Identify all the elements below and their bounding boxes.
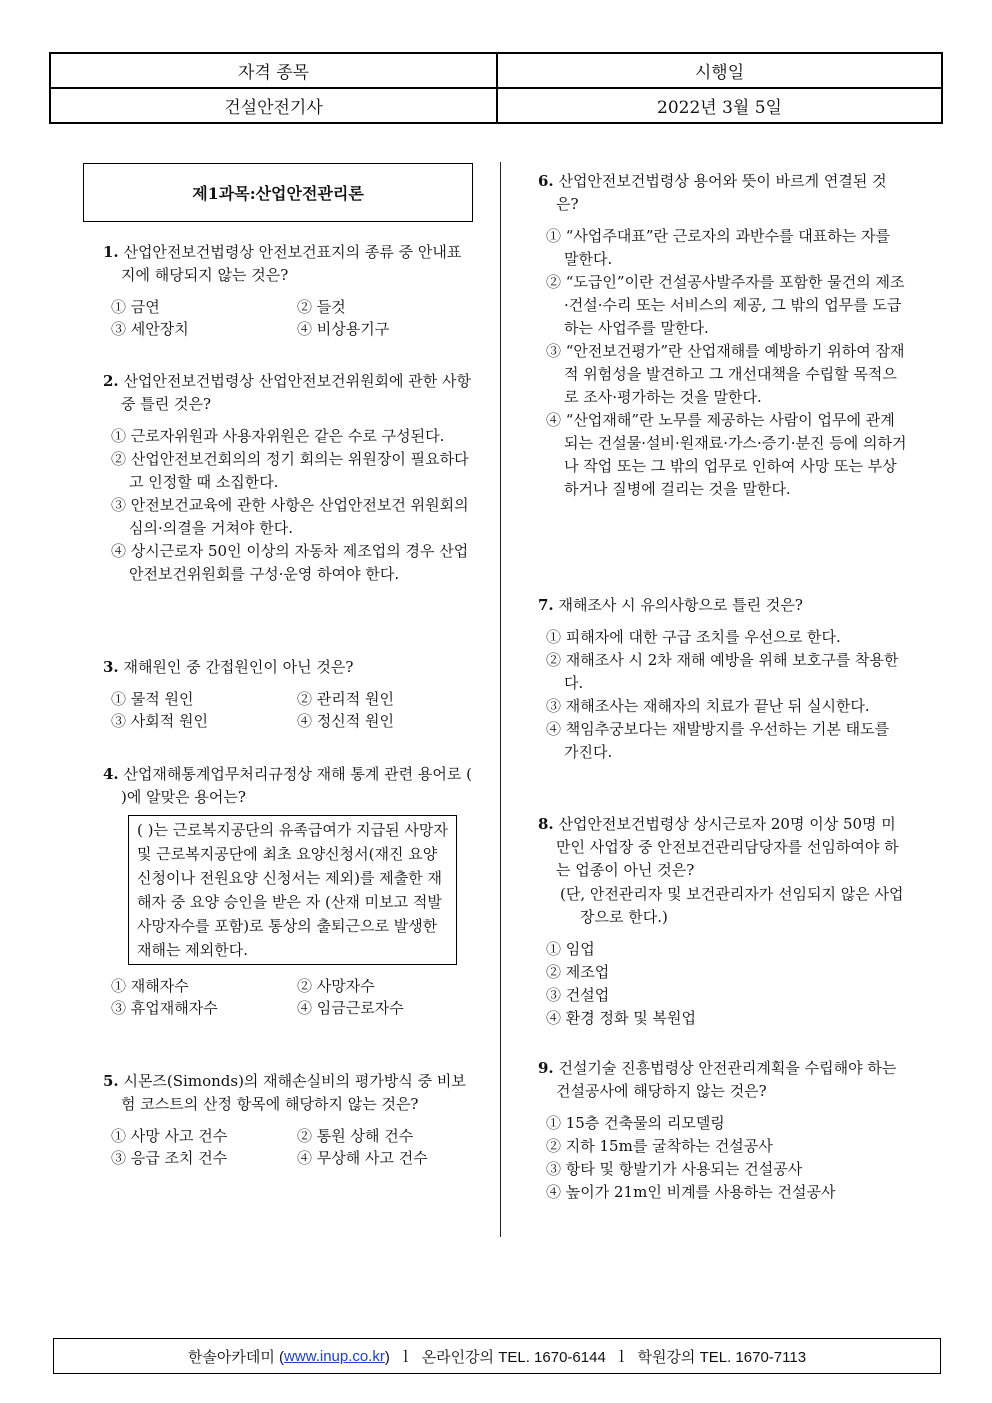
header-value-exam-date: 2022년 3월 5일: [497, 88, 942, 123]
option[interactable]: ③ 건설업: [546, 986, 610, 1004]
option[interactable]: ② 관리적 원인: [297, 690, 394, 708]
footer-website-link[interactable]: www.inup.co.kr: [284, 1347, 385, 1365]
question-3: [103, 656, 473, 732]
question-number: 8.: [538, 815, 554, 833]
question-1: [103, 241, 473, 340]
option[interactable]: ④ 비상용기구: [297, 320, 390, 338]
question-number: 5.: [103, 1072, 119, 1090]
option[interactable]: ② 제조업: [546, 963, 610, 981]
question-8: [538, 813, 910, 1030]
question-2: [103, 370, 473, 586]
option[interactable]: ④ 환경 정화 및 복원업: [546, 1009, 696, 1027]
question-text: 재해원인 중 간접원인이 아닌 것은?: [123, 658, 354, 676]
option[interactable]: ① 물적 원인: [111, 690, 194, 708]
question-text: 산업안전보건법령상 산업안전보건위원회에 관한 사항 중 틀린 것은?: [121, 372, 472, 413]
header-table: [49, 52, 943, 124]
header-label-exam-date: 시행일: [497, 53, 942, 88]
option[interactable]: ③ 응급 조치 건수: [111, 1149, 228, 1167]
question-number: 7.: [538, 596, 554, 614]
option[interactable]: ③ 재해조사는 재해자의 치료가 끝난 뒤 실시한다.: [546, 697, 870, 715]
question-number: 6.: [538, 172, 554, 190]
footer-contact: ) ｌ 온라인강의 TEL. 1670-6144 ｌ 학원강의 TEL. 1670-7113: [384, 1348, 807, 1366]
question-number: 9.: [538, 1059, 554, 1077]
option[interactable]: ① 사망 사고 건수: [111, 1127, 228, 1145]
column-divider: [500, 162, 501, 1237]
option[interactable]: ① 15층 건축물의 리모델링: [546, 1114, 725, 1132]
option[interactable]: ③ 사회적 원인: [111, 712, 208, 730]
option[interactable]: ③ 휴업재해자수: [111, 999, 218, 1017]
question-7: [538, 594, 908, 764]
question-text: 재해조사 시 유의사항으로 틀린 것은?: [558, 596, 803, 614]
option[interactable]: ④ 정신적 원인: [297, 712, 394, 730]
option[interactable]: ① 금연: [111, 298, 160, 316]
option[interactable]: ④ 상시근로자 50인 이상의 자동차 제조업의 경우 산업안전보건위원회를 구성·운영 하여야 한다.: [111, 542, 469, 583]
option[interactable]: ③ 항타 및 항발기가 사용되는 건설공사: [546, 1160, 803, 1178]
option[interactable]: ② “도급인”이란 건설공사발주자를 포함한 물건의 제조·건설·수리 또는 서비스의 제공, 그 밖의 업무를 도급하는 사업주를 말한다.: [546, 273, 905, 337]
option[interactable]: ② 재해조사 시 2차 재해 예방을 위해 보호구를 착용한다.: [546, 651, 899, 692]
option[interactable]: ① 재해자수: [111, 977, 189, 995]
option[interactable]: ② 들것: [297, 298, 346, 316]
subject-title: 제1과목:산업안전관리론: [83, 163, 473, 222]
option[interactable]: ④ 임금근로자수: [297, 999, 404, 1017]
footer: [53, 1338, 941, 1374]
option[interactable]: ① 임업: [546, 940, 595, 958]
question-9: [538, 1057, 908, 1204]
option[interactable]: ④ 높이가 21m인 비계를 사용하는 건설공사: [546, 1183, 836, 1201]
option[interactable]: ② 지하 15m를 굴착하는 건설공사: [546, 1137, 773, 1155]
definition-box: ( )는 근로복지공단의 유족급여가 지급된 사망자 및 근로복지공단에 최초 요양신청서(재진 요양신청이나 전원요양 신청서는 제외)를 제출한 재해자 중 요양 승인을 받은 자 (산재 미보고 적발 사망자수를 포함)로 통상의 출퇴근으로 발생한 재해는 제외한다.: [128, 815, 457, 965]
question-text: 산업안전보건법령상 상시근로자 20명 이상 50명 미만인 사업장 중 안전보건관리담당자를 선임하여야 하는 업종이 아닌 것은?: [556, 815, 899, 879]
question-text: 산업안전보건법령상 용어와 뜻이 바르게 연결된 것은?: [556, 172, 887, 213]
option[interactable]: ④ 책임추궁보다는 재발방지를 우선하는 기본 태도를 가진다.: [546, 720, 890, 761]
option[interactable]: ③ 안전보건교육에 관한 사항은 산업안전보건 위원회의 심의·의결을 거쳐야 한다.: [111, 496, 469, 537]
footer-academy: 한솔아카데미 (: [187, 1348, 285, 1366]
option[interactable]: ① “사업주대표”란 근로자의 과반수를 대표하는 자를 말한다.: [546, 227, 890, 268]
option[interactable]: ② 산업안전보건회의의 정기 회의는 위원장이 필요하다고 인정할 때 소집한다.: [111, 450, 469, 491]
header-label-qualification: 자격 종목: [50, 53, 497, 88]
question-6: [538, 170, 908, 501]
option[interactable]: ② 사망자수: [297, 977, 375, 995]
question-note: (단, 안전관리자 및 보건관리자가 선임되지 않은 사업장으로 한다.): [560, 885, 904, 926]
question-text: 시몬즈(Simonds)의 재해손실비의 평가방식 중 비보험 코스트의 산정 항목에 해당하지 않는 것은?: [121, 1072, 466, 1113]
option[interactable]: ③ 세안장치: [111, 320, 189, 338]
question-text: 산업안전보건법령상 안전보건표지의 종류 중 안내표지에 해당되지 않는 것은?: [121, 243, 462, 284]
option[interactable]: ④ “산업재해”란 노무를 제공하는 사람이 업무에 관계되는 건설물·설비·원재료·가스·증기·분진 등에 의하거나 작업 또는 그 밖의 업무로 인하여 사망 또는 부상하거나 질병에 걸리는 것을 말한다.: [546, 411, 907, 498]
question-number: 1.: [103, 243, 119, 261]
question-5: [103, 1070, 475, 1169]
question-number: 4.: [103, 765, 119, 783]
option[interactable]: ① 피해자에 대한 구급 조치를 우선으로 한다.: [546, 628, 841, 646]
question-text: 산업재해통계업무처리규정상 재해 통계 관련 용어로 ( )에 알맞은 용어는?: [121, 765, 472, 806]
question-number: 2.: [103, 372, 119, 390]
option[interactable]: ③ “안전보건평가”란 산업재해를 예방하기 위하여 잠재적 위험성을 발견하고 그 개선대책을 수립할 목적으로 조사·평가하는 것을 말한다.: [546, 342, 905, 406]
header-value-qualification: 건설안전기사: [50, 88, 497, 123]
option[interactable]: ④ 무상해 사고 건수: [297, 1149, 428, 1167]
option[interactable]: ② 통원 상해 건수: [297, 1127, 414, 1145]
option[interactable]: ① 근로자위원과 사용자위원은 같은 수로 구성된다.: [111, 427, 445, 445]
question-number: 3.: [103, 658, 119, 676]
question-text: 건설기술 진흥법령상 안전관리계획을 수립해야 하는 건설공사에 해당하지 않는 것은?: [556, 1059, 897, 1100]
question-4: [103, 763, 473, 1019]
